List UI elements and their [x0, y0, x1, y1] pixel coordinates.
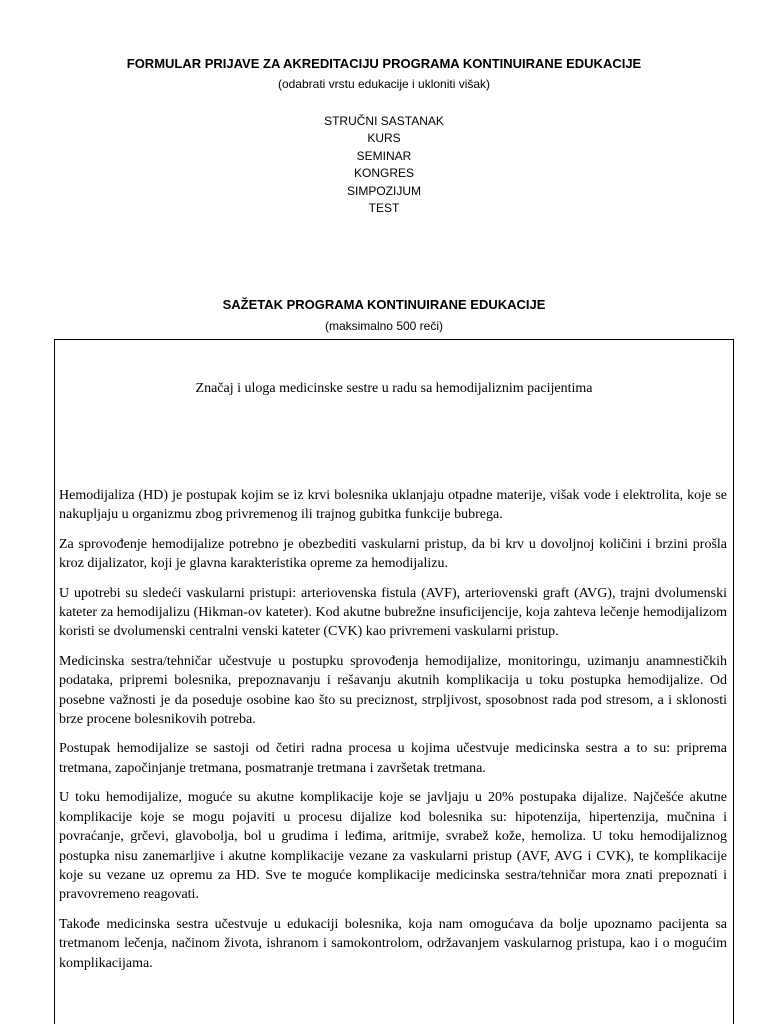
abstract-body — [59, 486, 727, 983]
education-type-item: KURS — [367, 131, 401, 146]
abstract-paragraph: Hemodijaliza (HD) je postupak kojim se iz krvi bolesnika uklanjaju otpadne materije, višak vode i elektrolita, koje se nakupljaju u organizmu zbog privremenog ili trajnog gubitka funkcije bubrega. — [59, 488, 727, 523]
abstract-paragraph: U upotrebi su sledeći vaskularni pristupi: arteriovenska fistula (AVF), arteriovenski graft (AVG), trajni dvolumenski kateter za hemodijalizu (Hikman-ov kateter). Kod akutne bubrežne insuficijencije, koja zahteva lečenje hemodijalizom koristi se dvolumenski centralni venski kateter (CVK) kao privremeni vaskularni pristup. — [59, 585, 727, 640]
form-subtitle: (odabrati vrstu edukacije i ukloniti višak) — [277, 77, 491, 91]
abstract-heading: Značaj i uloga medicinske sestre u radu sa hemodijaliznim pacijentima — [195, 381, 593, 396]
abstract-paragraph: Takođe medicinska sestra učestvuje u edukaciji bolesnika, koja nam omogućava da bolje upoznamo pacijenta sa tretmanom lečenja, načinom života, ishranom i samokontrolom, održavanjem vaskularnog pristupa, kao i o mogućim komplikacijama. — [59, 916, 727, 971]
education-type-item: STRUČNI SASTANAK — [324, 114, 444, 128]
summary-subtitle: (maksimalno 500 reči) — [324, 319, 444, 333]
summary-title: SAŽETAK PROGRAMA KONTINUIRANE EDUKACIJE — [222, 297, 546, 312]
education-type-item: KONGRES — [353, 166, 414, 181]
education-type-list — [0, 113, 768, 217]
abstract-box — [54, 339, 734, 1024]
abstract-paragraph: Za sprovođenje hemodijalize potrebno je obezbediti vaskularni pristup, da bi krv u dovoljnoj količini i brzini prošla kroz dijalizator, koji je glavna karakteristika opreme za hemodijalizu. — [59, 536, 727, 572]
form-title: FORMULAR PRIJAVE ZA AKREDITACIJU PROGRAMA KONTINUIRANE EDUKACIJE — [126, 56, 642, 71]
education-type-item: SIMPOZIJUM — [347, 183, 421, 198]
abstract-paragraph: Postupak hemodijalize se sastoji od četiri radna procesa u kojima učestvuje medicinska sestra a to su: priprema tretmana, započinjanje tretmana, posmatranje tretmana i završetak tretmana. — [59, 741, 727, 776]
education-type-item: TEST — [368, 201, 400, 216]
abstract-paragraph: Medicinska sestra/tehničar učestvuje u postupku sprovođenja hemodijalize, monitoringu, uzimanju anamnestičkih podataka, pripremi bolesnika, prepoznavanju i rešavanju akutnih komplikacija u toku postupka hemodijalize. Od posebne važnosti je da poseduje osobine kao što su preciznost, strpljivost, sposobnost rada pod stresom, a i sklonosti brze procene bolesnikovih potreba. — [59, 653, 727, 728]
education-type-item: SEMINAR — [356, 148, 412, 163]
abstract-paragraph: U toku hemodijalize, moguće su akutne komplikacije koje se javljaju u 20% postupaka dijalize. Najčešće akutne komplikacije koje se mogu pojaviti u procesu dijalize kod bolesnika su: hipotenzija, hipertenzija, mučnina i povraćanje, grčevi, glavobolja, bol u grudima i leđima, aritmije, svrabež kože, hemoliza. U toku hemodijaliznog postupka nisu zanemarljive i akutne komplikacije vezane za vaskularni pristup (AVF, AVG i CVK), te komplikacije koje su vezane uz opremu za HD. Sve te moguće komplikacije medicinska sestra/tehničar mora znati prepoznati i pravovremeno reagovati. — [59, 790, 727, 903]
